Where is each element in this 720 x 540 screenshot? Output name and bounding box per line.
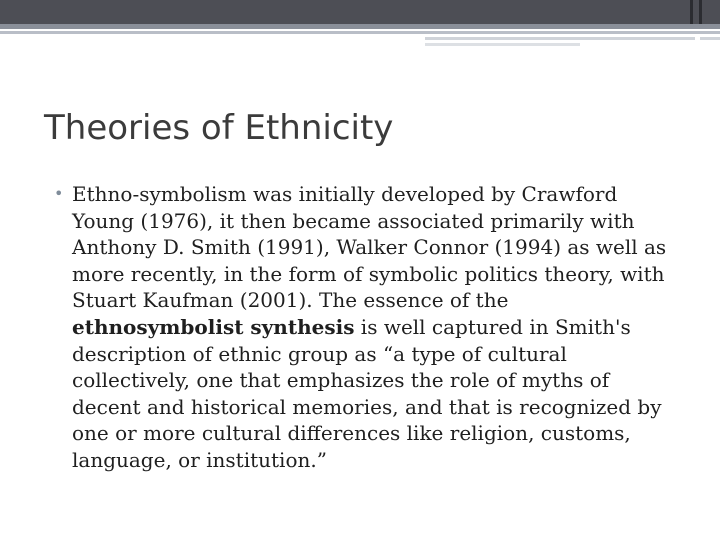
decorative-rule (700, 37, 720, 40)
bullet-item (50, 181, 670, 474)
decorative-rule (0, 31, 720, 34)
decorative-rule (425, 43, 580, 46)
bullet-text-bold: ethnosymbolist synthesis (72, 314, 355, 339)
header-accent-stripe (699, 0, 702, 24)
slide-title: Theories of Ethnicity (44, 108, 394, 148)
bullet-text-end: is well captured in Smith's description of ethnic group as “a type of cultural collectively, one that emphasizes the role of myths of decent and historical memories, and that is recognized by one or more cultural differences like religion, customs, language, or institution.” (72, 314, 662, 472)
top-header-band (0, 0, 720, 24)
decorative-rule (425, 37, 695, 40)
decorative-rule (0, 24, 720, 29)
bullet-text-start: Ethno-symbolism was initially developed by Crawford Young (1976), it then became associated primarily with Anthony D. Smith (1991), Walker Connor (1994) as well as more recently, in the form of symbolic politics theory, with Stuart Kaufman (2001). The essence of the (72, 182, 667, 313)
bullet-list (50, 181, 670, 474)
header-accent-stripe (690, 0, 693, 24)
bullet-icon: • (54, 184, 64, 203)
